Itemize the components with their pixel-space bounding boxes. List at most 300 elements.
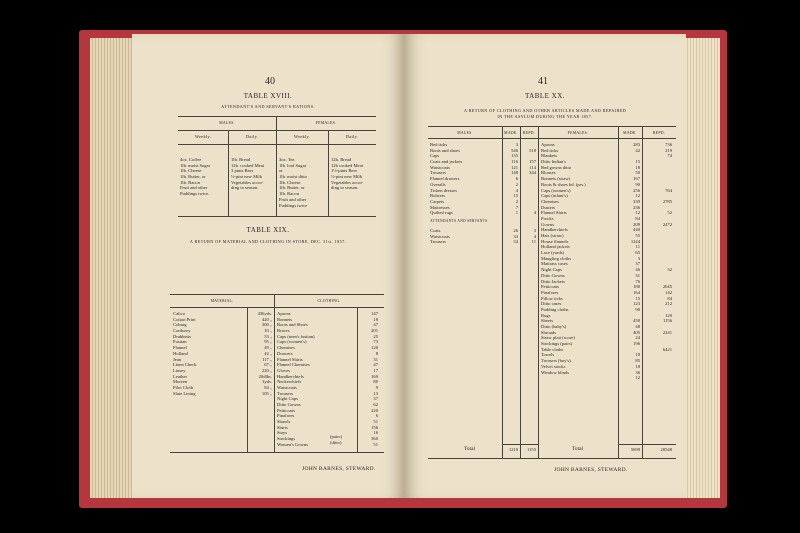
clothing-quantities-entry: 9 <box>375 384 378 390</box>
clothing-items-entry: Stays <box>277 430 287 436</box>
females-header: FEMALES. <box>315 121 337 125</box>
females-items-entry: Rugs <box>541 312 551 318</box>
material-quantities-entry: 20dlbs. <box>258 373 272 379</box>
females-weekly-rations <box>279 157 307 208</box>
material-items-entry: Calico <box>173 311 185 316</box>
clothing-quantities-entry: 18 <box>373 316 378 322</box>
females-items-entry: Sheets <box>541 318 553 324</box>
males-made <box>502 142 518 216</box>
males-repaired-entry: 4 <box>533 210 536 216</box>
clothing-quantities-entry: 47 <box>373 362 378 368</box>
attendants-repaired <box>520 228 536 245</box>
material-items-entry: Leather <box>173 373 188 379</box>
females-made-entry: 167 <box>633 176 640 182</box>
males-made-entry: 546 <box>511 147 518 153</box>
females-items-entry: Ditto Indian's <box>541 159 566 165</box>
females-repaired-entry: 736 <box>665 142 672 147</box>
males-repaired-entry: 518 <box>529 147 536 153</box>
clothing-quantities-entry: 169 <box>371 373 378 379</box>
material-quantities <box>248 311 272 396</box>
females-repaired-entry: 219 <box>665 147 672 153</box>
clothing-header: CLOTHING. <box>317 299 341 303</box>
rule <box>228 130 229 216</box>
material-items <box>173 311 197 396</box>
males-made-entry: 135 <box>511 153 518 159</box>
females-made-entry: 84 <box>635 215 640 221</box>
males-weekly-rations <box>180 157 210 197</box>
females-total-label: Total <box>572 446 583 452</box>
males-made-entry: 148 <box>511 170 518 176</box>
rule <box>428 126 676 127</box>
males-weekly-rations-entry: 4oz. Coffee <box>180 157 202 162</box>
females-repaired <box>642 142 672 381</box>
rule <box>276 116 277 216</box>
males-total-label: Total <box>464 446 475 452</box>
clothing-items-entry: Ditto Gowns <box>277 402 301 407</box>
material-items-entry: Cotton Print <box>173 316 196 322</box>
females-items-entry: Flannel Shirts <box>541 210 567 216</box>
females-items-entry: Blankets <box>541 153 558 159</box>
clothing-quantities-entry: 360 <box>371 436 378 442</box>
weekly-header: Weekly. <box>194 134 212 139</box>
males-made-entry: 2 <box>515 198 518 204</box>
clothing-items-entry: Chemises <box>277 345 295 351</box>
females-made <box>618 142 640 381</box>
males-header: MALES. <box>219 121 235 125</box>
females-items-entry: Pudding cloths <box>541 306 569 312</box>
material-items-entry: Corduroy <box>173 328 191 334</box>
males-weekly-rations-entry: 1lb. Cheese <box>180 168 202 174</box>
clothing-items-entry: Aprons <box>277 311 291 316</box>
clothing-items-entry: Pinafores <box>277 413 295 419</box>
stays-note: (pairs) <box>330 434 342 439</box>
clothing-quantities-entry: 37 <box>373 396 378 402</box>
clothing-items-entry: Caps (men's fustian) <box>277 333 315 339</box>
rule <box>618 444 676 445</box>
clothing-quantities-entry: 47 <box>373 322 378 328</box>
males-items-entry: Bed ticks <box>430 142 448 147</box>
material-items-entry: Drabbetts <box>173 333 191 339</box>
males-repaired-entry: 344 <box>529 170 536 176</box>
material-items-entry: Fustian <box>173 339 187 345</box>
males-made-entry: 121 <box>511 164 518 170</box>
males-items-entry: Caps <box>430 153 440 159</box>
clothing-items-entry: Bonnets <box>277 316 293 322</box>
males-items-entry: Ticken dresses <box>430 187 458 193</box>
females-items-entry: Window blinds <box>541 369 570 375</box>
attendants-made-entry: 26 <box>513 228 518 233</box>
females-items-entry: Shrouds <box>541 329 557 335</box>
females-made-entry: 12 <box>635 193 640 199</box>
attendants-made-entry: 33 <box>513 233 518 239</box>
females-made-entry: 11 <box>635 244 640 250</box>
females-repaired-entry: 120 <box>665 312 672 318</box>
males-daily-rations-entry: Vegetables accor- <box>231 179 264 185</box>
males-total-repaired: 1155 <box>526 447 536 452</box>
females-items-entry: Pillow ticks <box>541 295 563 301</box>
steward-signature: JOHN BARNES, STEWARD. <box>554 467 628 473</box>
females-items-entry: Straw plait (score) <box>541 335 575 341</box>
clothing-quantities-entry: 17 <box>373 367 378 373</box>
females-made-entry: 209 <box>633 221 640 227</box>
females-weekly-rations-entry: Fruit and other <box>279 196 307 202</box>
page-edges-right <box>682 38 720 498</box>
material-quantities-entry: 10 „ <box>264 328 272 334</box>
females-weekly-rations-entry: 1lb. loaf Sugar <box>279 162 307 168</box>
clothing-items-entry: Braces <box>277 328 290 334</box>
clothing-items-entry: Handkerchiefs <box>277 373 304 379</box>
females-repaired-entry: 6421 <box>662 346 672 352</box>
repaired-header: REPD. <box>652 131 666 135</box>
clothing-quantities-entry: 51 <box>373 441 378 447</box>
females-made-entry: 12 <box>635 210 640 216</box>
females-items-entry: Lace (yards) <box>541 250 565 256</box>
females-items-entry: Hats (straw) <box>541 233 564 238</box>
females-items-entry: Bed gowns ditto <box>541 164 572 170</box>
females-made-entry: 405 <box>633 329 640 335</box>
males-made-entry: 116 <box>511 159 518 165</box>
made-header: MADE. <box>504 131 518 135</box>
material-items-entry: Slate Lining <box>173 390 196 396</box>
males-items-entry: Overalls <box>430 181 446 187</box>
females-repaired-entry: 2785 <box>662 198 672 204</box>
females-total-repaired: 20548 <box>660 447 672 452</box>
males-made-entry: 2 <box>515 181 518 187</box>
females-daily-rations-entry: 12b. Bread <box>331 157 352 162</box>
table-20-title: TABLE XX. <box>524 92 566 100</box>
females-made-entry: 37 <box>635 261 640 267</box>
clothing-items-entry: Caps (women's) <box>277 339 307 345</box>
material-quantities-entry: 49 „ <box>264 345 272 351</box>
females-header: FEMALES. <box>567 131 589 135</box>
attendants-items-entry: Waistcoats <box>430 233 450 239</box>
material-items-entry: Linen Check <box>173 362 197 368</box>
females-made-entry: 85 <box>635 358 640 364</box>
females-items-entry: Bonnets (straw) <box>541 176 571 182</box>
females-items-entry: Boots & shoes bd. (prs.) <box>541 181 586 187</box>
clothing-quantities-entry: 25 <box>373 333 378 339</box>
females-items-entry: Caps (women's) <box>541 187 571 193</box>
females-repaired-entry: 52 <box>667 210 672 216</box>
attendants-made-entry: 34 <box>513 239 518 245</box>
males-items-entry: Flannel drawers <box>430 176 460 182</box>
males-repaired <box>520 142 536 216</box>
attendants-repaired-entry: 4 <box>533 233 536 239</box>
steward-signature: JOHN BARNES, STEWARD. <box>302 466 376 472</box>
material-quantities-entry: 42 „ <box>264 350 272 356</box>
males-made-entry: 15 <box>513 193 518 199</box>
clothing-items-entry: Neckerchiefs <box>277 379 302 385</box>
males-daily-rations <box>231 157 264 191</box>
females-made-entry: 76 <box>635 278 640 284</box>
rule <box>178 216 376 217</box>
attendants-items-entry: Coats <box>430 228 441 233</box>
females-made-entry: 48 <box>635 324 640 329</box>
males-weekly-rations-entry: 1lb. Butter, or <box>180 174 206 180</box>
clothing-quantities-entry: 220 <box>371 407 378 413</box>
females-made-entry: 24 <box>635 335 640 341</box>
females-made-entry: 256 <box>633 187 640 193</box>
table-20-subtitle-2: IN THE ASYLUM DURING THE YEAR 1857. <box>497 114 593 119</box>
females-made-entry: 450 <box>633 318 640 324</box>
males-items-entry: Carpets <box>430 198 445 204</box>
clothing-quantities-entry: 80 <box>373 379 378 385</box>
clothing-items <box>277 311 315 448</box>
females-total-made: 5699 <box>630 447 640 452</box>
females-made-entry: 50 <box>635 170 640 176</box>
males-weekly-rations-entry: 1lb. moist Sugar <box>180 162 211 168</box>
females-items-entry: Blouses <box>541 170 556 176</box>
females-made-entry: 164 <box>633 289 640 295</box>
males-made-entry: 3 <box>515 142 518 147</box>
material-items-entry: Linsey <box>173 367 186 373</box>
material-quantities-entry: 67 „ <box>264 362 272 368</box>
rule <box>178 116 376 117</box>
females-made-entry: 180 <box>633 284 640 290</box>
females-made-entry: 36 <box>635 369 640 375</box>
clothing-items-entry: Drawers <box>277 350 293 356</box>
females-items-entry: Petticoats <box>541 284 559 290</box>
males-items <box>430 142 462 216</box>
females-made-entry: 440 <box>633 227 640 233</box>
females-made-entry: 236 <box>633 204 640 210</box>
females-weekly-rations-entry: 3oz. Tea <box>279 157 295 162</box>
material-items-entry: Moreen <box>173 379 188 385</box>
females-items-entry: Towels <box>541 352 555 358</box>
clothing-items-entry: Trousers <box>277 390 293 396</box>
attendants-heading: ATTENDANTS AND SERVANTS. <box>430 219 489 223</box>
females-made-entry: 90 <box>635 181 640 187</box>
clothing-items-entry: Shirts <box>277 424 288 430</box>
table-19-title: TABLE XIX. <box>246 226 290 234</box>
males-made-entry: 6 <box>515 176 518 182</box>
females-items-entry: Stockings (pairs) <box>541 341 573 347</box>
females-repaired-entry: 2472 <box>662 221 672 227</box>
page-number: 40 <box>265 76 275 87</box>
daily-header: Daily. <box>245 134 259 139</box>
females-repaired-entry: 212 <box>665 301 672 307</box>
females-items-entry: Gowns <box>541 221 555 227</box>
material-quantities-entry: 300 „ <box>261 322 272 328</box>
rule <box>538 126 539 458</box>
clothing-items-entry: Flannel Shirts <box>277 356 303 362</box>
clothing-quantities-entry: 62 <box>373 402 378 407</box>
clothing-items-entry: Boots and Shoes <box>277 322 308 328</box>
males-weekly-rations-entry: Puddings twice. <box>180 191 210 197</box>
clothing-quantities-entry: 6 <box>375 413 378 419</box>
material-quantities-entry: 117 „ <box>262 356 272 362</box>
rule <box>178 130 376 131</box>
females-daily-rations-entry: ½-pint new Milk <box>331 174 363 180</box>
females-daily-rations-entry: 1½-pints Beer <box>331 168 358 174</box>
attendants-items <box>430 228 450 245</box>
table-18-subtitle: ATTENDANT'S AND SERVANT'S RATIONS. <box>221 104 315 109</box>
rule <box>428 138 676 139</box>
attendants-items-entry: Trousers <box>430 239 446 245</box>
clothing-quantities-entry: 120 <box>371 345 378 351</box>
females-made-entry: 55 <box>635 233 640 238</box>
stockings-note: (ditto) <box>330 439 342 445</box>
females-made-entry: 283 <box>633 142 640 147</box>
females-weekly-rations-entry: 1lb. Bacon <box>279 191 299 197</box>
females-made-entry: 15 <box>635 295 640 301</box>
material-quantities-entry: 420 „ <box>261 316 272 322</box>
females-made-entry: 31 <box>635 272 640 278</box>
rule <box>274 294 275 452</box>
males-daily-rations-entry: 1lb. Bread <box>231 157 251 162</box>
females-weekly-rations-entry: or <box>279 168 283 174</box>
females-repaired-entry: 764 <box>665 187 672 193</box>
females-made-entry: 18 <box>635 164 640 170</box>
females-items-entry: Ditto cases <box>541 301 562 307</box>
males-items-entry: Trousers <box>430 170 446 176</box>
males-items-entry: Boots and shoes <box>430 147 460 153</box>
clothing-items-entry: Gloves <box>277 367 291 373</box>
females-repaired-entry: 84 <box>667 295 672 301</box>
table-20-subtitle-1: A RETURN OF CLOTHING AND OTHER ARTICLES MADE AND REPAIRED <box>463 108 627 113</box>
females-items-entry: Frocks <box>541 215 554 221</box>
females-made-entry: 1244 <box>630 238 640 244</box>
males-repaired-entry: 114 <box>529 164 536 170</box>
males-items-entry: Waistcoats <box>430 164 450 170</box>
clothing-quantities <box>358 311 378 448</box>
females-daily-rations-entry: ding to season. <box>331 185 359 191</box>
males-items-entry: Bolsters <box>430 193 446 199</box>
material-header: MATERIAL. <box>210 299 234 303</box>
females-items-entry: Table cloths <box>541 346 564 352</box>
made-header: MADE. <box>623 131 637 135</box>
material-quantities-entry: 84 „ <box>264 384 272 390</box>
clothing-quantities-entry: 201 <box>371 328 378 334</box>
material-quantities-entry: 220 „ <box>261 367 272 373</box>
rule <box>170 294 384 295</box>
females-made-entry: 12 <box>635 375 640 381</box>
rule <box>428 458 676 459</box>
females-repaired-entry: 2241 <box>662 329 672 335</box>
females-daily-rations-entry: 12b cooked Meat <box>331 162 363 168</box>
males-made-entry: 1 <box>515 210 518 216</box>
clothing-quantities-entry: 31 <box>373 356 378 362</box>
males-made-entry: 7 <box>515 204 518 210</box>
females-weekly-rations-entry: 1lb. Cheese <box>279 179 301 185</box>
females-repaired-entry: 1156 <box>662 318 672 324</box>
rule <box>170 452 384 453</box>
males-items-entry: Coats and jackets <box>430 159 463 165</box>
males-items-entry: Mattresses <box>430 204 450 210</box>
males-daily-rations-entry: 3 pints Beer <box>231 168 254 174</box>
females-items-entry: Handkerchiefs <box>541 227 568 233</box>
females-weekly-rations-entry: Puddings twice <box>279 202 308 208</box>
females-items-entry: Caps (infant's) <box>541 193 568 199</box>
clothing-quantities-entry: 51 <box>373 419 378 425</box>
females-made-entry: 46 <box>635 267 640 273</box>
males-daily-rations-entry: ding to season. <box>231 185 259 191</box>
clothing-quantities-entry: 147 <box>371 311 378 316</box>
table-18-title: TABLE XVIII. <box>243 92 293 100</box>
clothing-quantities-entry: 8 <box>375 350 378 356</box>
females-repaired-entry: 74 <box>667 153 672 159</box>
left-page <box>132 34 404 498</box>
material-items-entry: Holland <box>173 350 188 356</box>
females-made-entry: 196 <box>633 341 640 347</box>
males-items-entry: Quilted rugs <box>430 210 453 216</box>
clothing-items-entry: Stockings <box>277 436 296 442</box>
males-daily-rations-entry: 12b. cooked Meat <box>231 162 265 168</box>
material-quantities-entry: 436yds. <box>257 311 272 316</box>
material-quantities-entry: 95 „ <box>264 339 272 345</box>
clothing-items-entry: Night Caps <box>277 396 298 402</box>
material-items-entry: Flannel <box>173 345 187 351</box>
females-repaired-entry: 32 <box>667 267 672 273</box>
right-page <box>404 34 686 498</box>
males-weekly-rations-entry: Fruit and other <box>180 185 208 191</box>
females-repaired-entry: 142 <box>665 289 672 295</box>
material-quantities-entry: 53 „ <box>264 333 272 339</box>
females-daily-rations <box>331 157 363 191</box>
attendants-repaired-entry: 3 <box>533 228 536 233</box>
material-quantities-entry: 3yds. <box>262 379 272 385</box>
females-items-entry: Ditto Jackets <box>541 278 565 284</box>
clothing-quantities-entry: 73 <box>373 339 378 345</box>
rule <box>178 144 376 145</box>
material-quantities-entry: 105 „ <box>261 390 272 396</box>
material-items-entry: Jean <box>173 356 182 362</box>
clothing-items-entry: Flannel Chemises <box>277 362 310 368</box>
females-items-entry: Night Caps <box>541 267 562 273</box>
clothing-quantities-entry: 156 <box>371 424 378 430</box>
attendants-made <box>502 228 518 245</box>
males-daily-rations-entry: ½-pint new Milk <box>231 174 263 180</box>
females-repaired-entry: 2045 <box>662 284 672 290</box>
females-items-entry: Velvet stocks <box>541 363 566 369</box>
females-weekly-rations-entry: 1lb. Butter, or <box>279 185 305 191</box>
clothing-items-entry: Shawls <box>277 419 291 425</box>
females-items-entry: Ditto (baby's) <box>541 324 567 329</box>
females-items-entry: Mangling cloths <box>541 255 571 261</box>
females-made-entry: 42 <box>635 147 640 153</box>
weekly-header: Weekly. <box>293 134 311 139</box>
females-items-entry: Chemises <box>541 198 559 204</box>
males-repaired-entry: 157 <box>529 159 536 165</box>
daily-header: Daily. <box>345 134 359 139</box>
females-made-entry: 15 <box>635 159 640 165</box>
females-items-entry: Bed ticks <box>541 147 559 153</box>
females-made-entry: 18 <box>635 363 640 369</box>
females-made-entry: 3 <box>637 255 640 261</box>
females-items <box>541 142 586 375</box>
females-items-entry: Ditto Gowns <box>541 272 565 278</box>
clothing-items-entry: Petticoats <box>277 407 295 413</box>
females-daily-rations-entry: Vegetables accor- <box>331 179 364 185</box>
clothing-items-entry: Waistcoats <box>277 384 297 390</box>
material-items-entry: Coburg <box>173 322 187 328</box>
page-edges-left <box>90 38 134 498</box>
females-made-entry: 123 <box>633 301 640 307</box>
clothing-quantities-entry: 13 <box>373 390 378 396</box>
females-items-entry: Aprons <box>541 142 555 147</box>
females-items-entry: Trousers (boy's) <box>541 358 571 364</box>
rule <box>502 444 538 445</box>
rule <box>328 130 329 216</box>
females-weekly-rations-entry: 1lb. moist ditto <box>279 174 307 180</box>
males-header: MALES. <box>457 131 473 135</box>
males-total-made: 1210 <box>508 447 518 452</box>
attendants-repaired-entry: 11 <box>531 239 536 245</box>
males-made-entry: 4 <box>515 187 518 193</box>
repaired-header: REPD. <box>522 131 536 135</box>
females-made-entry: 65 <box>635 250 640 256</box>
rule <box>170 307 384 308</box>
